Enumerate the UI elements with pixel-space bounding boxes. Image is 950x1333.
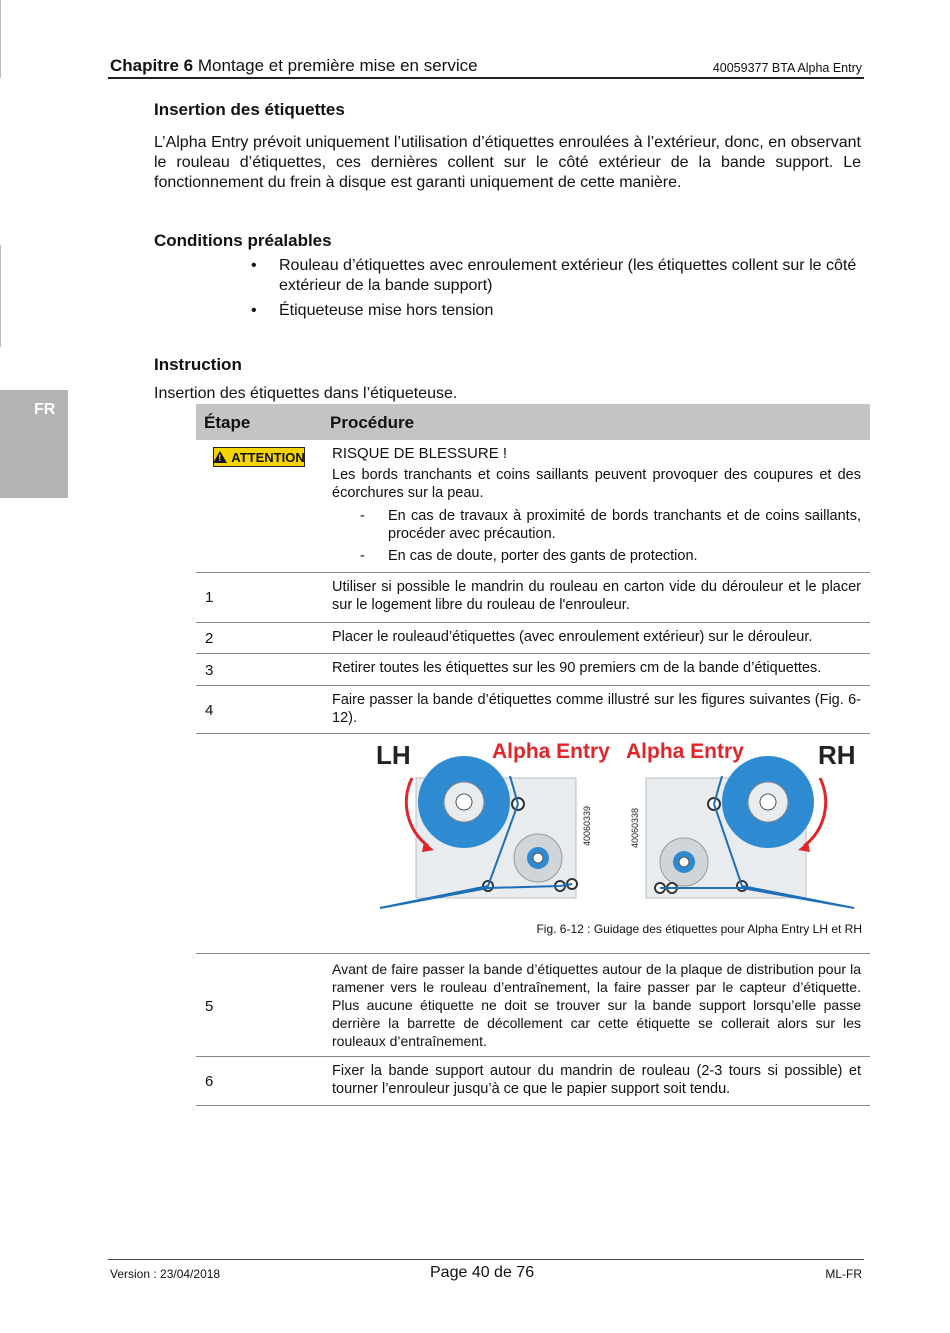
conditions-list: [251, 256, 861, 326]
label-path-figure: [376, 738, 866, 918]
table-row-step-5: [196, 954, 870, 1057]
warning-item: - En cas de doute, porter des gants de protection.: [360, 548, 698, 564]
step-text: Fixer la bande support autour du mandrin de rouleau (2-3 tours si possible) et tourner l’enrouleur jusqu’à ce que le papier support soit tendu.: [332, 1063, 861, 1097]
step-text: Utiliser si possible le mandrin du rouleau en carton vide du dérouleur et le placer sur le logement libre du rouleau de l'enrouleur.: [332, 579, 861, 613]
footer-rule: [108, 1259, 864, 1260]
rh-roll-hub: [760, 794, 776, 810]
footer-version: Version : 23/04/2018: [110, 1267, 221, 1281]
warning-content: [332, 445, 861, 565]
margin-line-top: [0, 0, 1, 78]
step-number: 2: [205, 630, 214, 647]
table-header: [196, 404, 870, 440]
section-paragraph-insertion: L’Alpha Entry prévoit uniquement l’utilisation d’étiquettes enroulées à l’extérieur, donc, en observant le rouleau d’étiquettes, ces dernières collent sur le côté extérieur de la bande support. Le fonctionnement du frein à disque est garanti uniquement de cette manière.: [154, 134, 861, 191]
document-reference: 40059377 BTA Alpha Entry: [712, 61, 862, 75]
table-row-warning: [196, 440, 870, 573]
table-row-figure: [196, 734, 870, 954]
rh-label: RH: [818, 740, 856, 770]
margin-line-middle: [0, 245, 1, 347]
list-item: • Rouleau d’étiquettes avec enroulement extérieur (les étiquettes collent sur le côté extérieur de la bande support): [251, 257, 857, 294]
step-text: Avant de faire passer la bande d’étiquettes autour de la plaque de distribution pour la ramener vers le rouleau d’entraînement, la faire passer par le capteur d’étiquette. Plus aucune étiquette ne doit se trouver sur la bande support lorsqu’elle passe derrière la barrette de décollement car cette étiquette se collerait alors sur les rouleaux d’entraînement.: [332, 961, 861, 1049]
figure-caption: Fig. 6-12 : Guidage des étiquettes pour Alpha Entry LH et RH: [536, 922, 862, 936]
step-number: 6: [205, 1073, 214, 1090]
chapter-title: Montage et première mise en service: [197, 56, 478, 75]
attention-badge-label: ATTENTION: [231, 449, 305, 465]
page-header-chapter: [110, 56, 478, 76]
language-tab: [0, 390, 68, 498]
column-header-step: Étape: [204, 413, 251, 432]
lh-rewinder-hub: [533, 853, 543, 863]
section-heading-insertion: Insertion des étiquettes: [154, 100, 345, 119]
warning-text: Les bords tranchants et coins saillants peuvent provoquer des coupures et des écorchures sur la peau.: [332, 467, 861, 501]
step-number: 3: [205, 662, 214, 679]
list-item: • Étiqueteuse mise hors tension: [251, 302, 494, 319]
step-text: Placer le rouleaud’étiquettes (avec enroulement extérieur) sur le dérouleur.: [332, 629, 813, 645]
header-rule: [108, 77, 864, 79]
chapter-label: Chapitre 6: [110, 56, 194, 75]
warning-icon: !: [213, 451, 227, 463]
language-tab-label: FR: [34, 401, 56, 418]
step-number: 1: [205, 589, 214, 606]
section-heading-instruction: Instruction: [154, 355, 242, 374]
table-row-step-2: [196, 623, 870, 654]
table-row-step-1: [196, 573, 870, 623]
step-number: 4: [205, 702, 214, 719]
step-text: Retirer toutes les étiquettes sur les 90 premiers cm de la bande d’étiquettes.: [332, 660, 822, 676]
instruction-intro: Insertion des étiquettes dans l’étiqueteuse.: [154, 385, 458, 402]
column-header-procedure: Procédure: [330, 413, 415, 432]
attention-badge: [213, 447, 305, 467]
procedure-table: [196, 404, 870, 1106]
table-row-step-6: [196, 1057, 870, 1106]
lh-part-code: 40060339: [582, 805, 592, 846]
lh-roll-hub: [456, 794, 472, 810]
table-row-step-4: [196, 686, 870, 734]
section-heading-conditions: Conditions préalables: [154, 231, 332, 250]
rh-part-code: 40060338: [630, 807, 640, 848]
step-text: Faire passer la bande d’étiquettes comme illustré sur les figures suivantes (Fig. 6-12).: [332, 692, 861, 726]
step-number: 5: [205, 998, 214, 1015]
warning-title: RISQUE DE BLESSURE !: [332, 445, 508, 462]
footer-language-code: ML-FR: [825, 1267, 862, 1281]
rh-rewinder-hub: [679, 857, 689, 867]
warning-item: - En cas de travaux à proximité de bords tranchants et de coins saillants, procéder avec précaution.: [360, 508, 861, 542]
rh-title: Alpha Entry: [626, 740, 744, 763]
footer-page-number: Page 40 de 76: [430, 1264, 535, 1281]
table-row-step-3: [196, 654, 870, 686]
lh-label: LH: [376, 740, 411, 770]
lh-title: Alpha Entry: [492, 740, 610, 763]
